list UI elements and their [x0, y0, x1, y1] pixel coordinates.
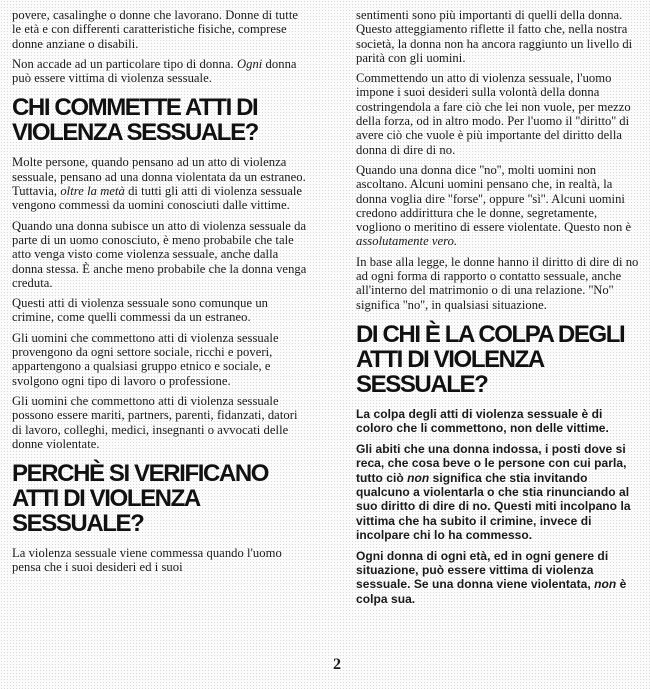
paragraph: Gli abiti che una donna indossa, i posti dove si reca, che cosa beve o le persone con cui parla, tutto ciò non significa che stia invitando qualcuno a violentarla o che stia rinunciando al suo diritto di dire di no. Questi miti incolpano la vittima che ha subito il crimine, invece di incolpare chi lo ha commesso. [356, 441, 631, 543]
paragraph: La colpa degli atti di violenza sessuale è di coloro che li commettono, non delle vittime. [356, 406, 609, 436]
paragraph: Molte persone, quando pensano ad un atto di violenza sessuale, pensano ad una donna violentata da un estraneo. Tuttavia, oltre la metà di tutti gli atti di violenza sessuale vengono commessi da uomini conosciuti dalle vittime. [12, 155, 306, 213]
paragraph: Quando una donna dice ''no'', molti uomini non ascoltano. Alcuni uomini pensano che, in realtà, la donna voglia dire ''forse'', oppure ''sì''. Alcuni uomini credono addirittura che le donne, segretamente, vogliono o meritino di essere violentate. Questo non è assolutamente vero. [356, 162, 632, 249]
right-column [356, 8, 642, 612]
section-heading: PERCHÈ SI VERIFICANO ATTI DI VIOLENZA SESSUALE? [12, 460, 269, 538]
paragraph: Non accade ad un particolare tipo di donna. Ogni donna può essere vittima di violenza sessuale. [12, 56, 297, 86]
paragraph: Ogni donna di ogni età, ed in ogni genere di situazione, può essere vittima di violenza sessuale. Se una donna viene violentata, non è colpa sua. [356, 548, 627, 606]
section-heading: DI CHI È LA COLPA DEGLI ATTI DI VIOLENZA SESSUALE? [356, 320, 625, 398]
emphasis: Ogni [236, 56, 263, 71]
paragraph: Commettendo un atto di violenza sessuale, l'uomo impone i suoi desideri sulla volontà della donna costringendola a fare ciò che lei non vuole, per mezzo della forza, od in altro modo. Per l'uomo il ''diritto'' di avere ciò che vuole è più importante del diritto della donna di dire di no. [356, 71, 631, 157]
paragraph: In base alla legge, le donne hanno il diritto di dire di no ad ogni forma di rapporto o contatto sessuale, anche all'interno del matrimonio o di una relazione. ''No'' significa ''no'', in qualsiasi situazione. [356, 254, 639, 312]
paragraph: Quando una donna subisce un atto di violenza sessuale da parte di un uomo conosciuto, è meno probabile che tale atto venga visto come violenza sessuale, anche dalla donna stessa. È anche meno probabile che la donna venga creduta. [12, 218, 307, 290]
page-number: 2 [333, 656, 341, 673]
paragraph: Gli uomini che commettono atti di violenza sessuale provengono da ogni settore sociale, ricchi e poveri, appartengono a qualsiasi gruppo etnico e sociale, e svolgono ogni tipo di lavoro o professione. [12, 330, 279, 388]
emphasis: oltre la metà [60, 184, 125, 199]
paragraph: povere, casalinghe o donne che lavorano. Donne di tutte le età e con differenti caratteristiche fisiche, comprese donne anziane o disabili. [12, 8, 299, 51]
paragraph: Questi atti di violenza sessuale sono comunque un crimine, come quelli commessi da un estraneo. [12, 296, 269, 325]
paragraph: Gli uomini che commettono atti di violenza sessuale possono essere mariti, partners, parenti, fidanzati, datori di lavoro, colleghi, medici, insegnanti o avvocati delle donne violentate. [12, 393, 298, 451]
paragraph: sentimenti sono più importanti di quelli della donna. Questo atteggiamento riflette il fatto che, nella nostra società, la donna non ha ancora raggiunto un livello di parità con gli uomini. [356, 8, 633, 65]
section-heading: CHI COMMETTE ATTI DI VIOLENZA SESSUALE? [12, 94, 258, 147]
paragraph: La violenza sessuale viene commessa quando l'uomo pensa che i suoi desideri ed i suoi [12, 546, 282, 575]
emphasis: non [594, 577, 617, 592]
emphasis: non [407, 470, 430, 485]
left-column [12, 8, 308, 581]
emphasis: assolutamente vero. [356, 234, 458, 249]
